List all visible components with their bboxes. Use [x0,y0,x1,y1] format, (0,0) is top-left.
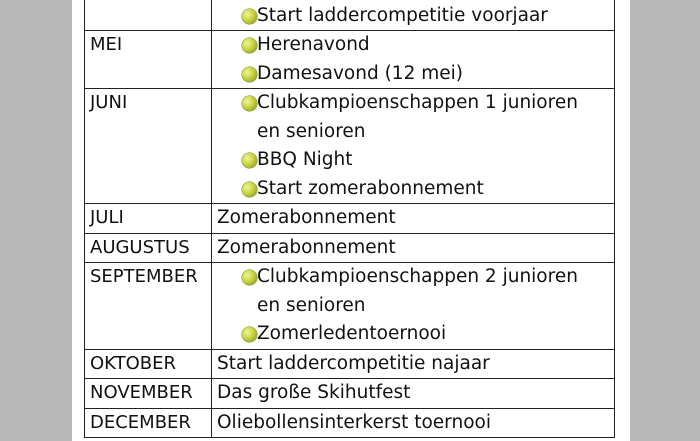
table-row [85,204,615,234]
event-text: Start zomerabonnement [257,177,484,199]
table-row [85,0,615,31]
month-cell: SEPTEMBER [85,263,212,350]
document-page [72,0,630,441]
table-row [85,349,615,379]
table-row [85,89,615,204]
list-item [217,263,614,292]
event-text: Zomerledentoernooi [257,323,447,344]
list-item [217,320,614,349]
table-row [85,233,615,263]
event-text: BBQ Night [257,149,353,170]
event-text: Herenavond [257,34,370,55]
tennis-ball-bullet-icon [242,270,257,285]
table-row [85,31,615,89]
table-row [85,263,615,350]
table-row [85,408,615,438]
list-item [217,2,614,31]
events-cell: Zomerabonnement [212,204,615,234]
tennis-ball-bullet-icon [242,182,257,197]
events-cell [212,0,615,31]
tennis-ball-bullet-icon [242,38,257,53]
events-cell [212,263,615,350]
events-cell: Start laddercompetitie najaar [212,349,615,379]
list-item [217,292,614,321]
tennis-ball-bullet-icon [242,153,257,168]
month-cell: OKTOBER [85,349,212,379]
event-text: en senioren [257,294,366,316]
month-cell: JUNI [85,89,212,204]
event-text: Clubkampioenschappen 1 junioren [257,92,578,113]
list-item [217,146,614,175]
month-cell: DECEMBER [85,408,212,438]
events-cell [212,31,615,89]
list-item [217,60,614,89]
list-item [217,89,614,118]
list-item [217,175,614,204]
event-text: en senioren [257,120,366,142]
events-cell [212,89,615,204]
tennis-ball-bullet-icon [242,96,257,111]
month-cell: NOVEMBER [85,379,212,409]
event-calendar-table [84,0,615,438]
month-cell [85,0,212,31]
month-cell: MEI [85,31,212,89]
tennis-ball-bullet-icon [242,9,257,24]
table-row [85,379,615,409]
list-item [217,118,614,147]
events-cell: Zomerabonnement [212,233,615,263]
tennis-ball-bullet-icon [242,67,257,82]
events-cell: Das große Skihutfest [212,379,615,409]
event-text: Start laddercompetitie voorjaar [257,4,548,26]
events-cell: Oliebollensinterkerst toernooi [212,408,615,438]
month-cell: AUGUSTUS [85,233,212,263]
month-cell: JULI [85,204,212,234]
list-item [217,31,614,60]
event-text: Clubkampioenschappen 2 junioren [257,266,578,287]
event-text: Damesavond (12 mei) [257,62,463,84]
tennis-ball-bullet-icon [242,327,257,342]
